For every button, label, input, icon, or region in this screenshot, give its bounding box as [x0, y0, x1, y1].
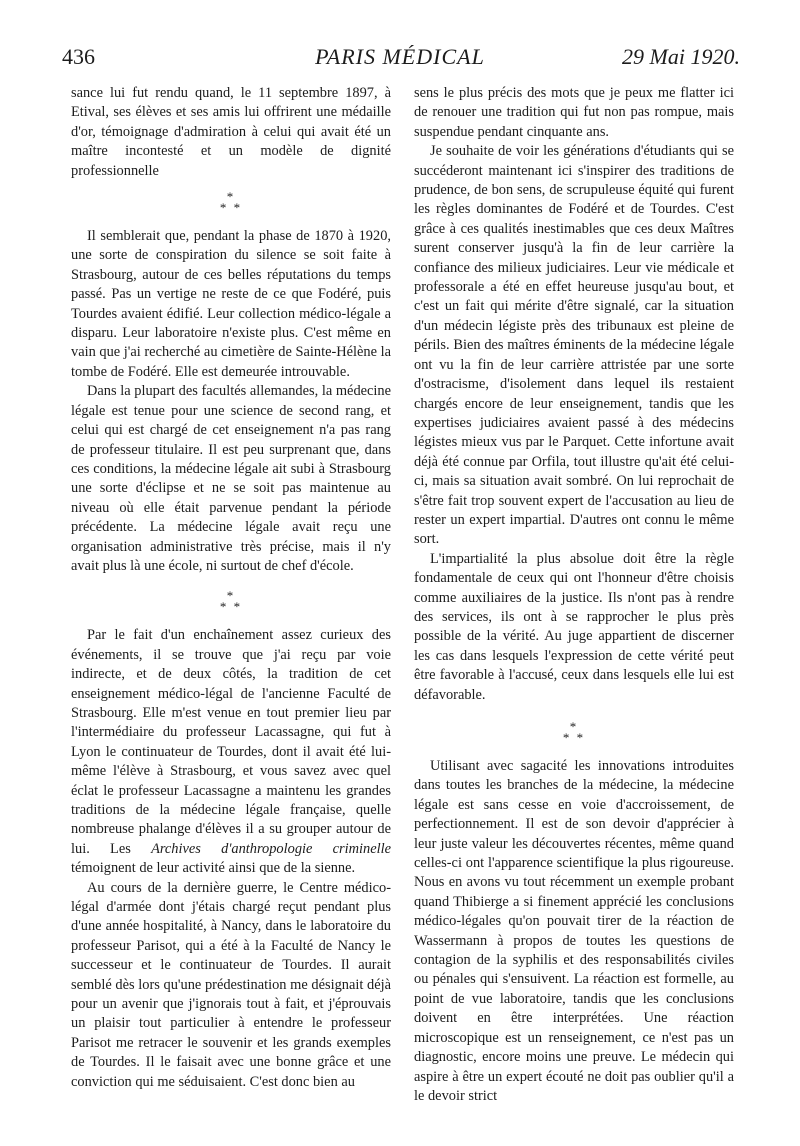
paragraph-text: Par le fait d'un enchaînement assez curieux des événements, il se trouve que j'ai reçu par voie indirecte, et de deux côtés, la tradition de cet enseignement médico-légal de l'ancienne Faculté de Strasbourg. Elle m'est venue en tout premier lieu par l'intermédiaire du professeur Lacassagne, qui fut à Lyon le continuateur de Tourdes, dont il avait été lui-même l'élève à Strasbourg, et vous savez avec quel éclat le professeur Lacassagne a maintenu les grandes traditions de la médecine légale française, quelle nombreuse phalange d'élèves il a su grouper autour de lui. Les: [71, 627, 391, 857]
paragraph: Je souhaite de voir les générations d'étudiants qui se succéderont maintenant ici s'inspirer des traditions de prudence, de bon sens, de scrupuleuse équité qui furent les règles dominantes de Fodéré et de Tourdes. C'est grâce à ces qualités inestimables que ces deux Maîtres surent conserver jusqu'à la fin de leur carrière la confiance des milieux judiciaires. Leur vie médicale et professorale a été en effet heureuse jusqu'au bout, et c'est un fait qui mérite d'être signalé, car la situation d'un médecin légiste près des tribunaux est pleine de périls. Bien des maîtres éminents de la médecine légale ont vu la fin de leur carrière attristée par une sorte d'ostracisme, d'isolement dans lequel ils restaient chargés encore de leur enseignement, tandis que les expertises judiciaires avaient passé à des médecins légistes mieux vus par le Parquet. Cette infortune avait déjà été connue par Orfila, tout illustre qu'ait été celui-ci, mais sa situation avait sombré. On lui reprochait de s'être fait trop souvent expert de l'accusation au lieu de rester un expert impartial. D'autres ont connu le même sort.: [414, 143, 734, 548]
paragraph: Utilisant avec sagacité les innovations introduites dans toutes les branches de la médecine, la médecine légale est sans cesse en voie d'accroissement, de perfectionnement. Il est de son devoir d'apprécier à leur juste valeur les découvertes récentes, même quand celles-ci ont l'apparence scientifique la plus rigoureuse. Nous en avons vu tout récemment un exemple probant quand Thibierge a si finement apprécié les conclusions médico-légales qu'on pouvait tirer de la réaction de Wassermann à propos de toutes les questions de contagion de la syphilis et des responsabilités civiles ou pénales qui s'ensuivent. La réaction est formelle, au point de vue laboratoire, tandis que les conclusions doivent en être interprétées. Une réaction microscopique est un renseignement, ce n'est pas un diagnostic, encore moins une preuve. Le médecin qui aspire à être un expert écouté ne doit pas oublier qu'il a le devoir strict: [414, 758, 734, 1104]
paragraph: sens le plus précis des mots que je peux me flatter ici de renouer une tradition qui fut non pas rompue, mais suspendue pendant cinquante ans.: [414, 85, 734, 140]
section-separator: [414, 721, 734, 743]
paragraph: Au cours de la dernière guerre, le Centre médico-légal d'armée dont j'étais chargé reçut pendant plus d'une année hospitalité, à Nancy, dans le laboratoire du professeur Parisot, qui a été à la Faculté de Nancy le successeur et le continuateur de Tourdes. Il aurait semblé dès lors qu'une prédestination me désignait déjà pour un avenir que j'ignorais tout à fait, et j'éprouvais un plaisir tout particulier à entendre le professeur Parisot me retracer le souvenir et les grands exemples de Tourdes. Il le faisait avec une bonne grâce et une conviction qui me séduisaient. C'est donc bien au: [71, 879, 391, 1090]
page-number: 436: [62, 44, 95, 69]
asterism-bottom: * *: [219, 599, 243, 615]
asterism-bottom: * *: [219, 200, 243, 216]
journal-reference: Archives d'anthropologie criminelle: [151, 840, 391, 857]
paragraph: Il semblerait que, pendant la phase de 1870 à 1920, une sorte de conspiration du silence se soit faite à Strasbourg, autour de ces belles réputations du temps passé. Pas un vertige ne reste de ce que Fodéré, puis Tourdes avaient édifié. Leur collection médico-légale a disparu. Leur laboratoire n'existe plus. C'est même en vain que j'ai recherché au cimetière de Sainte-Hélène la tombe de Fodéré. Elle est demeurée introuvable.: [71, 228, 391, 380]
right-column: [414, 84, 734, 1106]
asterism-top: *: [226, 588, 236, 604]
section-separator: [71, 588, 391, 615]
paragraph-text: témoignent de leur activité ainsi que de la sienne.: [71, 860, 356, 877]
paragraph: sance lui fut rendu quand, le 11 septembre 1897, à Etival, ses élèves et ses amis lui offrirent une médaille d'or, témoignage d'admiration à celui qui avait été un maître incontesté et un modèle de dignité professionnelle: [71, 85, 391, 179]
asterism-top: *: [226, 189, 236, 205]
journal-title: PARIS MÉDICAL: [315, 44, 485, 69]
paragraph: Dans la plupart des facultés allemandes, la médecine légale est tenue pour une science de second rang, et celui qui est chargé de cet enseignement n'a pas rang de professeur titulaire. Il est peu surprenant que, dans ces conditions, la médecine légale ait subi à Strasbourg une sorte d'éclipse et ne se soit pas maintenue au niveau où elle était parvenue pendant la période précédente. La médecine légale avait reçu une organisation administrative très précise, mais il n'y avait plus là une école, ni surtout de chef d'école.: [71, 383, 391, 574]
paragraph: [71, 626, 391, 878]
asterism-bottom: * *: [562, 730, 586, 745]
section-separator: [71, 189, 391, 216]
issue-date: 29 Mai 1920.: [622, 44, 740, 69]
asterism-top: *: [569, 719, 579, 734]
left-column: [71, 84, 391, 1092]
paragraph: L'impartialité la plus absolue doit être la règle fondamentale de ceux qui ont l'honneur d'être choisis comme auxiliaires de la justice. Ils n'ont pas à rendre des services, ils ont à se rapprocher le plus près possible de la vérité. Au juge appartient de discerner les cas dans lesquels l'expression de cette vérité peut être favorable à l'accusé, ceux dans lesquels elle lui est défavorable.: [414, 550, 734, 703]
page-header: [60, 44, 740, 74]
